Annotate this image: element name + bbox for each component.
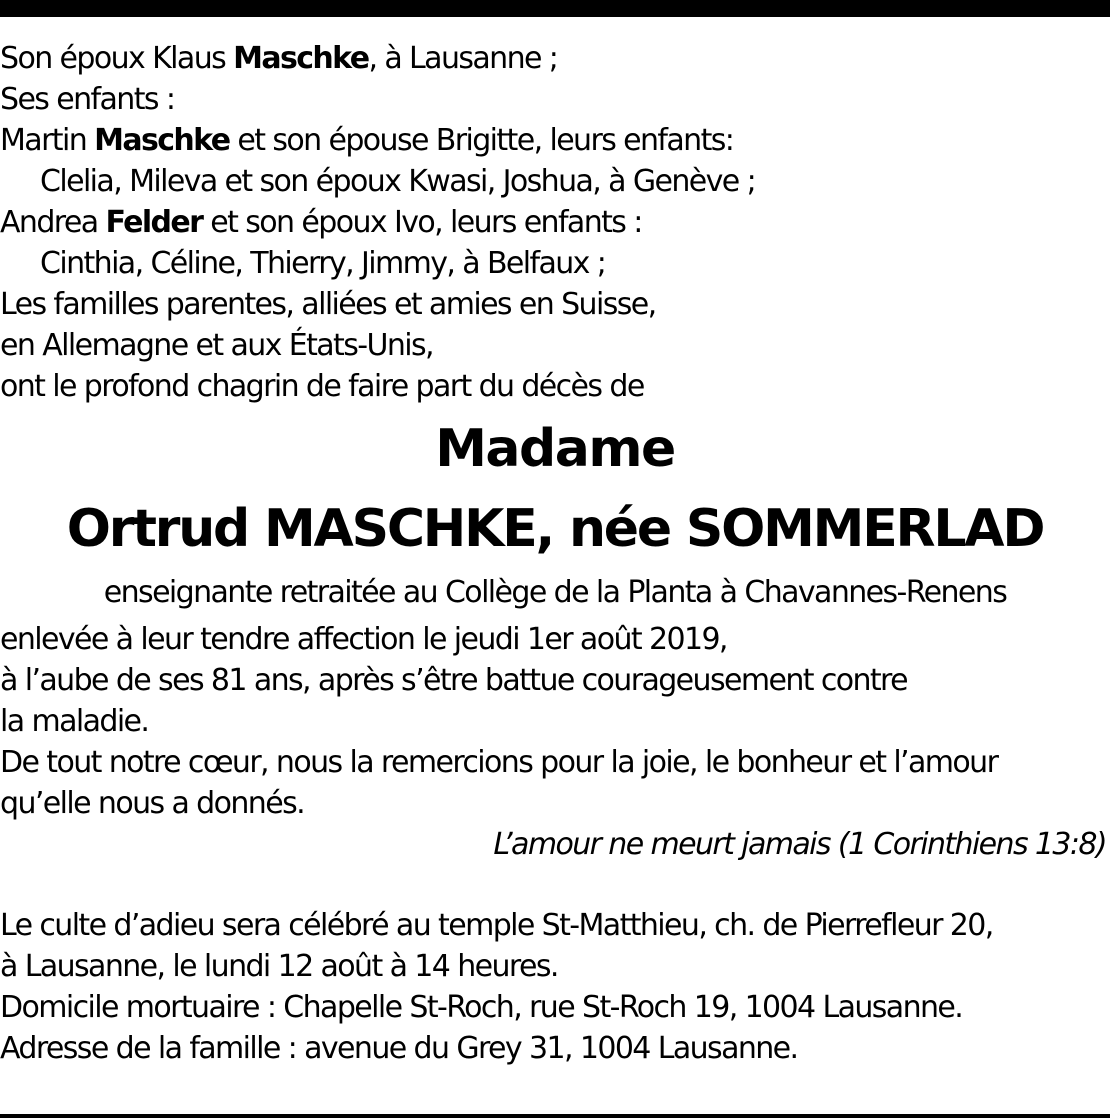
service-line-3: Domicile mortuaire : Chapelle St-Roch, rue St-Roch 19, 1004 Lausanne. bbox=[0, 990, 963, 1025]
family-line-son bbox=[0, 120, 1110, 161]
message-line-3: la maladie. bbox=[0, 704, 149, 739]
son-firstname: Martin bbox=[0, 123, 95, 158]
spouse-text: Son époux Klaus bbox=[0, 41, 234, 76]
daughter-surname: Felder bbox=[105, 205, 203, 240]
daughter-text: et son époux Ivo, leurs enfants : bbox=[202, 205, 642, 240]
family-line-spouse bbox=[0, 38, 1110, 79]
spouse-surname: Maschke bbox=[233, 41, 369, 76]
service-line-4: Adresse de la famille : avenue du Grey 31, 1004 Lausanne. bbox=[0, 1031, 798, 1066]
deceased-honorific: Madame bbox=[435, 419, 675, 479]
message-line-5: qu’elle nous a donnés. bbox=[0, 786, 305, 821]
spacer bbox=[0, 865, 1110, 905]
daughter-firstname: Andrea bbox=[0, 205, 106, 240]
deceased-name: Ortrud MASCHKE, née SOMMERLAD bbox=[66, 499, 1044, 559]
family-line-announcement: ont le profond chagrin de faire part du décès de bbox=[0, 369, 644, 404]
family-line-children-heading: Ses enfants : bbox=[0, 82, 175, 117]
deceased-occupation: enseignante retraitée au Collège de la Planta à Chavannes-Renens bbox=[103, 575, 1007, 610]
service-line-1: Le culte d’adieu sera célébré au temple St-Matthieu, ch. de Pierrefleur 20, bbox=[0, 908, 993, 943]
family-line-countries: en Allemagne et aux États-Unis, bbox=[0, 328, 433, 363]
message-line-1: enlevée à leur tendre affection le jeudi 1er août 2019, bbox=[0, 622, 727, 657]
family-line-son-children: Clelia, Mileva et son époux Kwasi, Joshua, à Genève ; bbox=[40, 164, 756, 199]
family-line-relatives: Les familles parentes, alliées et amies en Suisse, bbox=[0, 287, 656, 322]
bottom-rule bbox=[0, 1114, 1110, 1118]
top-rule bbox=[0, 0, 1110, 17]
message-line-4: De tout notre cœur, nous la remercions pour la joie, le bonheur et l’amour bbox=[0, 745, 998, 780]
spouse-location: , à Lausanne ; bbox=[368, 41, 558, 76]
message-line-2: à l’aube de ses 81 ans, après s’être battue courageusement contre bbox=[0, 663, 907, 698]
service-line-2: à Lausanne, le lundi 12 août à 14 heures. bbox=[0, 949, 558, 984]
son-text: et son épouse Brigitte, leurs enfants: bbox=[229, 123, 734, 158]
obituary-notice bbox=[0, 38, 1110, 1069]
family-line-daughter bbox=[0, 202, 1110, 243]
son-surname: Maschke bbox=[94, 123, 230, 158]
family-line-daughter-children: Cinthia, Céline, Thierry, Jimmy, à Belfaux ; bbox=[40, 246, 606, 281]
bible-quote: L’amour ne meurt jamais (1 Corinthiens 13:8) bbox=[493, 827, 1106, 862]
